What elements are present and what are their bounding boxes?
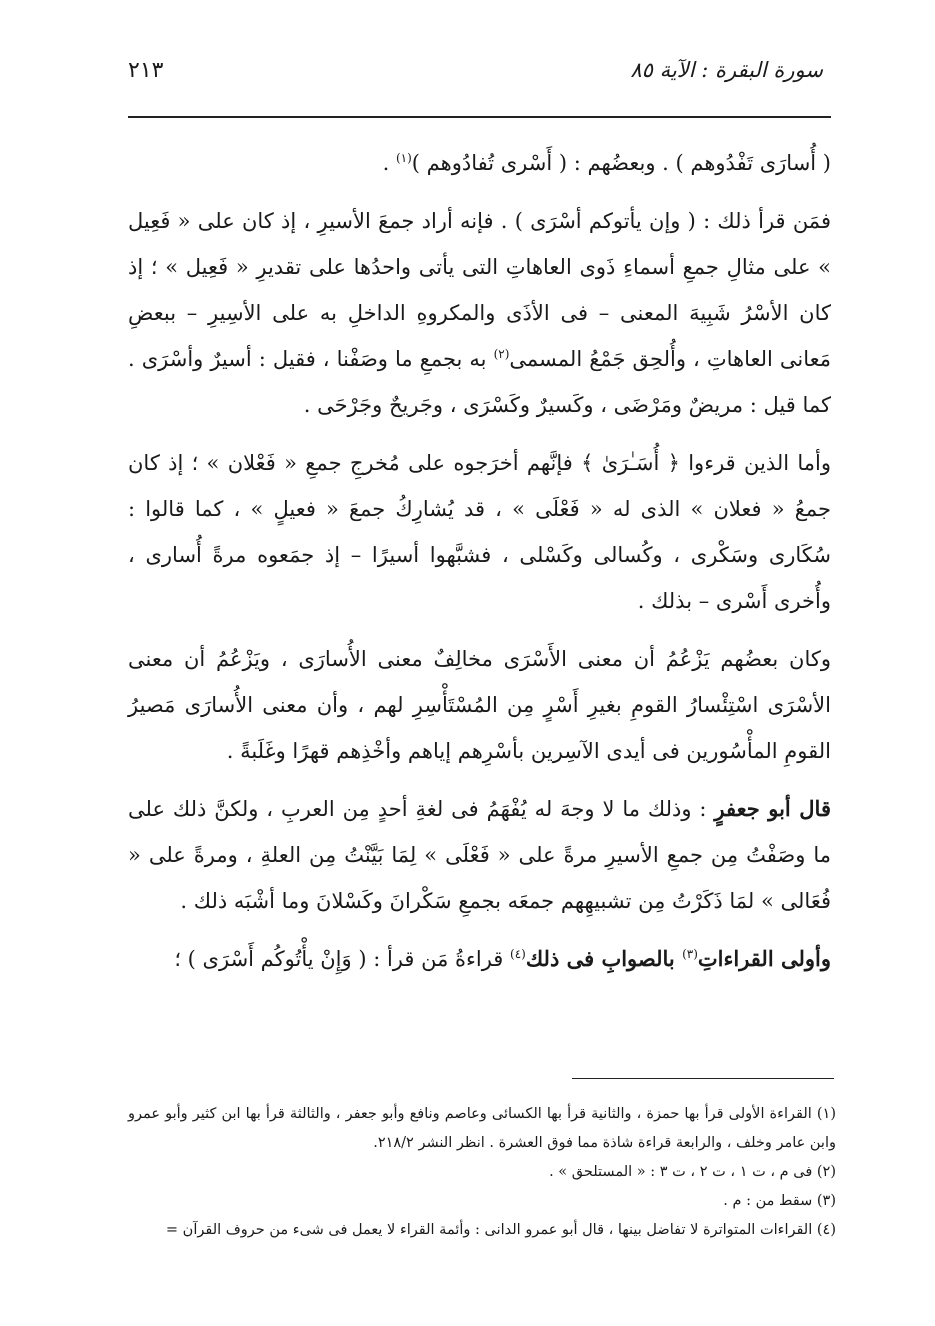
page-number: ٢١٣ [128,58,164,83]
p6-text: قراءةُ مَن قرأ : ( وَإِنْ يأْتُوكُم أَسْرَى ) ؛ [174,947,511,971]
paragraph-6 [128,936,831,982]
header-rule [128,116,831,118]
footnote-4: (٤) القراءات المتواترة لا تفاضل بينها ، قال أبو عمرو الدانى : وأئمة القراء لا يعمل فى شىء من حروف القرآن = [165,1222,836,1238]
p5-lead: قال أبو جعفرٍ [714,796,831,821]
main-text [128,140,831,994]
p6-lead-1: وأولى القراءاتِ [697,946,831,971]
p6-lead-2: بالصوابِ فى ذلك [525,946,683,971]
paragraph-1 [128,140,831,186]
page-header [128,58,823,96]
p2-text-a: فمَن قرأ ذلك : ( وإن يأتوكم أسْرَى ) . فإنه أراد جمعَ الأسيرِ ، إذ كان على « فَعِيل » على مثالِ جمعِ أسماءِ ذَوى العاهاتِ التى يأتى واحدُها على تقديرِ « فَعِيل » ؛ إذ كان الأسْرُ شَبِيهَ المعنى – فى الأذَى والمكروهِ الداخلِ به على الأسِيرِ – ببعضِ مَعانى العاهاتِ ، وأُلحِق جَمْعُ المسمى [128,209,832,371]
footnote-3: (٣) سقط من : م . [723,1193,836,1209]
footnote-ref-1: (١) [395,151,412,165]
p1-end: . [382,151,396,175]
p1-text: ( أُسارَى تَفْدُوهم ) . وبعضُهم : ( أَسْرى تُفادُوهم ) [411,151,831,175]
footnote-ref-3: (٣) [682,947,698,961]
paragraph-3: وأما الذين قرءوا ﴿ أُسَـٰرَىٰ ﴾ فإنَّهم أخرَجوه على مُخرجِ جمعِ « فَعْلان » ؛ إذ كان جمعُ « فعلان » الذى له « فَعْلَى » ، قد يُشارِكُ جمعَ « فعيلٍ » ، كما قالوا : سُكَارى وسَكْرى ، وكُسالى وكَسْلى ، فشبَّهوا أسيرًا – إذ جمَعوه مرةً أُسارى ، وأُخرى أَسْرى – بذلك . [128,451,831,613]
p5-text: : وذلك ما لا وجهَ له يُفْهَمُ فى لغةِ أحدٍ مِن العربِ ، ولكنَّ ذلك على ما وصَفْتُ مِن جمعِ الأسيرِ مرةً على « فَعْلَى » لِمَا بَيَّنْتُ مِن العلةِ ، ومرةً على « فُعَالى » لمَا ذَكَرْتُ مِن تشبيهِهم جمعَه بجمعِ سَكْرانَ وكَسْلانَ وما أشْبَه ذلك . [128,797,831,913]
paragraph-4: وكان بعضُهم يَزْعُمُ أن معنى الأَسْرَى مخالِفٌ معنى الأُسارَى ، ويَزْعُمُ أن معنى الأسْرَى اسْتِئْسارُ القومِ بغيرِ أَسْرٍ مِن المُسْتَأْسِرِ لهم ، وأن معنى الأُسارَى مَصيرُ القومِ المأْسُورين فى أيدى الآسِرين بأسْرِهم إياهم وأخْذِهم قهرًا وغَلَبةً . [128,647,831,763]
footnote-ref-2: (٢) [493,347,510,361]
footnotes [128,1100,836,1245]
paragraph-5 [128,786,831,924]
footnote-ref-4: (٤) [510,947,526,961]
footnote-separator [572,1078,834,1079]
surah-title: سورة البقرة : الآية ٨٥ [630,58,823,82]
paragraph-2 [128,198,831,428]
footnote-2: (٢) فى م ، ت ١ ، ت ٢ ، ت ٣ : « المستلحق » . [549,1164,836,1180]
footnote-1: (١) القراءة الأولى قرأ بها حمزة ، والثانية قرأ بها الكسائى وعاصم ونافع وأبو جعفر ، والثالثة قرأ بها ابن كثير وأبو عمرو وابن عامر وخلف ، والرابعة قراءة شاذة مما فوق العشرة . انظر النشر ٢١٨/٢. [128,1106,836,1151]
p2-text-b: به بجمعِ ما وصَفْنا ، فقيل : أسيرٌ وأسْرَى . كما قيل : مريضٌ ومَرْضَى ، وكَسيرٌ وكَسْرَى ، وجَريحٌ وجَرْحَى . [128,347,831,417]
